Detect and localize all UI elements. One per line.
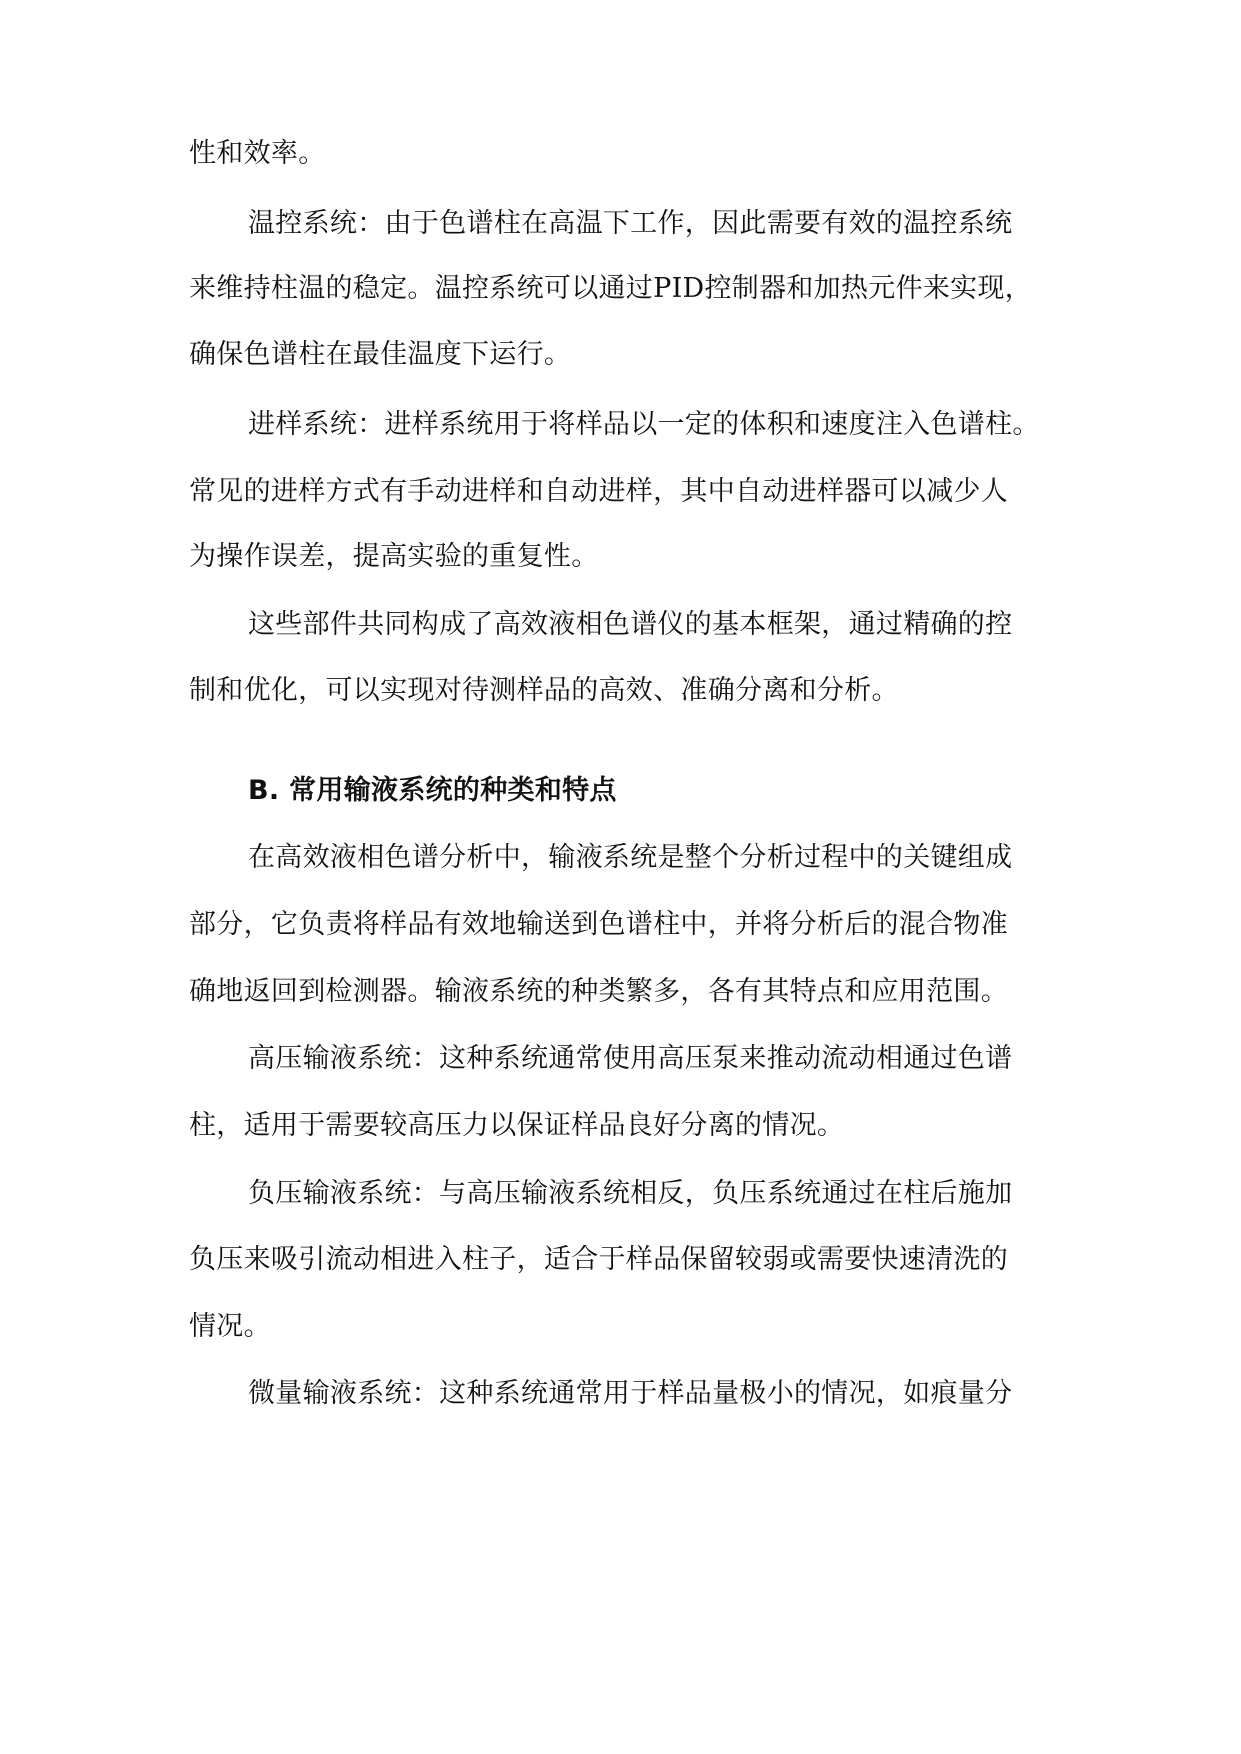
paragraph-line: 部分，它负责将样品有效地输送到色谱柱中，并将分析后的混合物准: [189, 909, 1008, 940]
paragraph-line: 常见的进样方式有手动进样和自动进样，其中自动进样器可以减少人: [189, 476, 1008, 507]
paragraph-line: 负压来吸引流动相进入柱子，适合于样品保留较弱或需要快速清洗的: [189, 1244, 1008, 1275]
paragraph-line: 高压输液系统：这种系统通常使用高压泵来推动流动相通过色谱: [248, 1043, 1013, 1074]
paragraph-line: 性和效率。: [189, 138, 326, 169]
paragraph-line: 确保色谱柱在最佳温度下运行。: [189, 339, 572, 370]
paragraph-line: 在高效液相色谱分析中，输液系统是整个分析过程中的关键组成: [248, 842, 1013, 873]
paragraph-line: 情况。: [189, 1311, 271, 1342]
paragraph-line: 温控系统：由于色谱柱在高温下工作，因此需要有效的温控系统: [248, 208, 1013, 239]
paragraph-line: 负压输液系统：与高压输液系统相反，负压系统通过在柱后施加: [248, 1178, 1013, 1209]
paragraph-line: 为操作误差，提高实验的重复性。: [189, 541, 599, 572]
paragraph-line: 来维持柱温的稳定。温控系统可以通过PID控制器和加热元件来实现，: [189, 273, 1033, 304]
section-heading: B. 常用输液系统的种类和特点: [248, 775, 617, 806]
paragraph-line: 柱，适用于需要较高压力以保证样品良好分离的情况。: [189, 1110, 845, 1141]
paragraph-line: 确地返回到检测器。输液系统的种类繁多，各有其特点和应用范围。: [189, 976, 1008, 1007]
paragraph-line: 微量输液系统：这种系统通常用于样品量极小的情况，如痕量分: [248, 1378, 1013, 1409]
paragraph-line: 进样系统：进样系统用于将样品以一定的体积和速度注入色谱柱。: [248, 409, 1040, 440]
paragraph-line: 这些部件共同构成了高效液相色谱仪的基本框架，通过精确的控: [248, 609, 1013, 640]
paragraph-line: 制和优化，可以实现对待测样品的高效、准确分离和分析。: [189, 675, 899, 706]
